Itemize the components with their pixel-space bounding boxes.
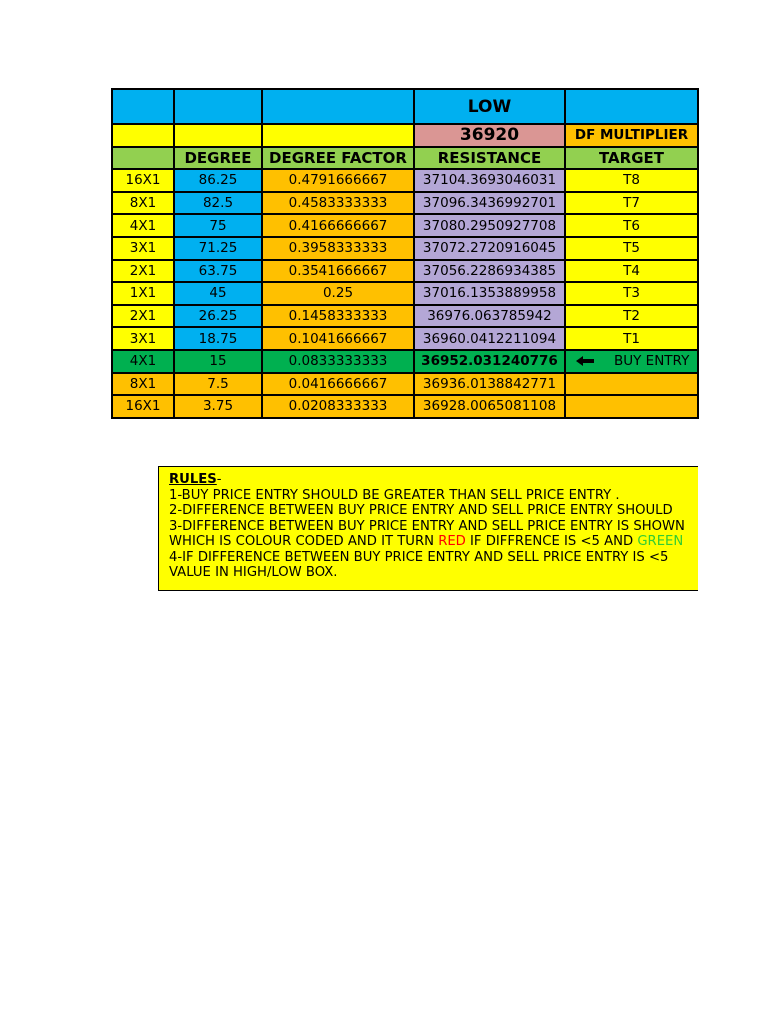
df-multiplier-cell[interactable]: DF MULTIPLIER [565, 124, 698, 147]
cell-empty[interactable] [112, 89, 174, 124]
target-cell[interactable] [565, 373, 698, 396]
title-row [112, 89, 698, 124]
target-cell[interactable]: T8 [565, 169, 698, 192]
table-row [112, 327, 698, 350]
resistance-cell[interactable]: 37104.3693046031 [414, 169, 565, 192]
degree-factor-cell[interactable]: 0.0833333333 [262, 350, 414, 373]
resistance-cell[interactable]: 37016.1353889958 [414, 282, 565, 305]
ratio-cell[interactable]: 8X1 [112, 373, 174, 396]
table-row [112, 373, 698, 396]
cell-empty[interactable] [112, 124, 174, 147]
target-cell[interactable]: T2 [565, 305, 698, 328]
rules-title-line [169, 472, 698, 488]
rule-line-4 [169, 534, 698, 550]
buy-entry-label: BUY ENTRY [614, 353, 690, 370]
degree-factor-cell[interactable]: 0.4791666667 [262, 169, 414, 192]
buy-entry-resistance-cell[interactable]: 36952.031240776 [414, 350, 565, 373]
ratio-cell[interactable]: 2X1 [112, 305, 174, 328]
cell-empty[interactable] [262, 89, 414, 124]
rule-line-5: 4-IF DIFFERENCE BETWEEN BUY PRICE ENTRY AND SELL PRICE ENTRY IS <5 [169, 549, 669, 565]
degree-factor-cell[interactable]: 0.25 [262, 282, 414, 305]
cell-empty[interactable] [174, 124, 262, 147]
target-cell[interactable] [565, 395, 698, 418]
degree-cell[interactable]: 15 [174, 350, 262, 373]
degree-factor-cell[interactable]: 0.0208333333 [262, 395, 414, 418]
column-header-ratio[interactable] [112, 147, 174, 170]
rules-title: RULES [169, 472, 217, 487]
ratio-cell[interactable]: 2X1 [112, 260, 174, 283]
target-cell[interactable]: T3 [565, 282, 698, 305]
degree-factor-cell[interactable]: 0.3958333333 [262, 237, 414, 260]
rule-line-4-text-b: IF DIFFRENCE IS <5 AND [465, 534, 638, 549]
rule-line-1: 1-BUY PRICE ENTRY SHOULD BE GREATER THAN SELL PRICE ENTRY . [169, 487, 620, 503]
degree-cell[interactable]: 7.5 [174, 373, 262, 396]
resistance-cell[interactable]: 36936.0138842771 [414, 373, 565, 396]
ratio-cell[interactable]: 4X1 [112, 214, 174, 237]
rules-title-suffix: - [216, 472, 222, 487]
resistance-cell[interactable]: 36928.0065081108 [414, 395, 565, 418]
degree-cell[interactable]: 26.25 [174, 305, 262, 328]
rule-line-2: 2-DIFFERENCE BETWEEN BUY PRICE ENTRY AND SELL PRICE ENTRY SHOULD [169, 503, 673, 518]
degree-factor-cell[interactable]: 0.1041666667 [262, 327, 414, 350]
table-row [112, 305, 698, 328]
column-header-target[interactable]: TARGET [565, 147, 698, 170]
table-row [112, 282, 698, 305]
column-header-degree-factor[interactable]: DEGREE FACTOR [262, 147, 414, 170]
column-header-row [112, 147, 698, 170]
cell-empty[interactable] [174, 89, 262, 124]
table-row [112, 237, 698, 260]
buy-entry-row [112, 350, 698, 373]
degree-factor-cell[interactable]: 0.1458333333 [262, 305, 414, 328]
buy-entry-cell[interactable] [565, 350, 698, 373]
degree-factor-cell[interactable]: 0.4166666667 [262, 214, 414, 237]
low-value-cell[interactable]: 36920 [414, 124, 565, 147]
degree-factor-cell[interactable]: 0.3541666667 [262, 260, 414, 283]
value-row [112, 124, 698, 147]
degree-cell[interactable]: 45 [174, 282, 262, 305]
resistance-cell[interactable]: 37056.2286934385 [414, 260, 565, 283]
column-header-resistance[interactable]: RESISTANCE [414, 147, 565, 170]
rules-box [158, 466, 698, 591]
resistance-cell[interactable]: 36960.0412211094 [414, 327, 565, 350]
table-row [112, 214, 698, 237]
ratio-cell[interactable]: 3X1 [112, 237, 174, 260]
degree-cell[interactable]: 18.75 [174, 327, 262, 350]
target-cell[interactable]: T1 [565, 327, 698, 350]
ratio-cell[interactable]: 16X1 [112, 395, 174, 418]
ratio-cell[interactable]: 8X1 [112, 192, 174, 215]
degree-cell[interactable]: 63.75 [174, 260, 262, 283]
resistance-cell[interactable]: 37096.3436992701 [414, 192, 565, 215]
resistance-cell[interactable]: 37080.2950927708 [414, 214, 565, 237]
ratio-cell[interactable]: 3X1 [112, 327, 174, 350]
resistance-cell[interactable]: 36976.063785942 [414, 305, 565, 328]
degree-cell[interactable]: 3.75 [174, 395, 262, 418]
degree-cell[interactable]: 75 [174, 214, 262, 237]
degree-cell[interactable]: 86.25 [174, 169, 262, 192]
target-cell[interactable]: T4 [565, 260, 698, 283]
ratio-cell[interactable]: 16X1 [112, 169, 174, 192]
cell-empty[interactable] [565, 89, 698, 124]
low-label-cell[interactable]: LOW [414, 89, 565, 124]
table-row [112, 395, 698, 418]
resistance-cell[interactable]: 37072.2720916045 [414, 237, 565, 260]
left-arrow-icon [576, 356, 594, 366]
target-cell[interactable]: T7 [565, 192, 698, 215]
degree-factor-cell[interactable]: 0.4583333333 [262, 192, 414, 215]
table-row [112, 169, 698, 192]
rule-red-word: RED [438, 534, 466, 549]
ratio-cell[interactable]: 1X1 [112, 282, 174, 305]
table-row [112, 260, 698, 283]
rule-line-4-text-a: WHICH IS COLOUR CODED AND IT TURN [169, 534, 439, 549]
degree-cell[interactable]: 82.5 [174, 192, 262, 215]
rule-green-word: GREEN [637, 534, 684, 549]
rule-line-6: VALUE IN HIGH/LOW BOX. [169, 565, 338, 580]
cell-empty[interactable] [262, 124, 414, 147]
target-cell[interactable]: T5 [565, 237, 698, 260]
degree-cell[interactable]: 71.25 [174, 237, 262, 260]
degree-factor-cell[interactable]: 0.0416666667 [262, 373, 414, 396]
table-row [112, 192, 698, 215]
target-cell[interactable]: T6 [565, 214, 698, 237]
rule-line-3: 3-DIFFERENCE BETWEEN BUY PRICE ENTRY AND SELL PRICE ENTRY IS SHOWN [169, 518, 685, 534]
degree-factor-table [111, 88, 699, 419]
column-header-degree[interactable]: DEGREE [174, 147, 262, 170]
ratio-cell[interactable]: 4X1 [112, 350, 174, 373]
